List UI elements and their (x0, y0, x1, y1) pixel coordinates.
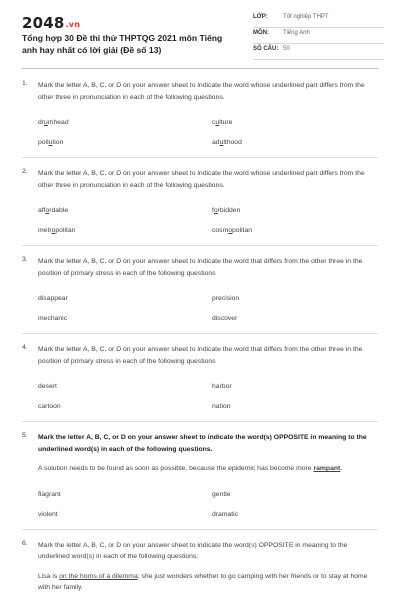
question-text: Mark the letter A, B, C, or D on your answer sheet to indicate the word whose underlined part differs from the other three in pronunciation in each of the following questions. (38, 170, 365, 189)
answer-option[interactable] (38, 383, 212, 390)
option-text: precision (212, 295, 240, 302)
question-number: 2. (22, 168, 28, 175)
answer-option[interactable] (38, 295, 212, 302)
answer-options (38, 491, 378, 518)
answer-option[interactable] (38, 207, 212, 214)
meta-value: Tiếng Anh (283, 30, 310, 36)
answer-options (38, 119, 378, 146)
question-number: 5. (22, 432, 28, 439)
option-text: lthood (223, 139, 242, 146)
option-text: politan (232, 227, 253, 234)
answer-option[interactable] (212, 119, 382, 126)
option-text: violent (38, 510, 58, 518)
option-text: dr (38, 119, 45, 126)
logo-suffix: .vn (65, 20, 81, 29)
question-divider (22, 245, 378, 246)
option-text: poll (38, 139, 49, 146)
answer-option[interactable] (212, 383, 382, 390)
option-text: aff (38, 207, 46, 214)
option-text: gentle (212, 490, 231, 498)
question-divider (22, 333, 378, 334)
option-text: f (212, 207, 214, 214)
question-number: 6. (22, 539, 28, 547)
answer-option[interactable] (212, 511, 382, 518)
answer-option[interactable] (212, 403, 382, 410)
answer-option[interactable] (38, 119, 212, 126)
answer-option[interactable] (212, 315, 382, 322)
answer-options (38, 295, 378, 322)
question-text: Mark the letter A, B, C, or D on your answer sheet to indicate the word(s) OPPOSITE in meaning to the underlined word(s) in each of the following questions. (38, 434, 367, 453)
answer-option[interactable] (38, 511, 212, 518)
question-divider (22, 529, 378, 530)
option-text: harbor (212, 383, 232, 390)
answer-option[interactable] (212, 295, 382, 302)
passage-underlined-phrase: on the horns of a dilemma (59, 572, 138, 580)
meta-key: MÔN: (253, 30, 269, 36)
option-text: c (212, 119, 216, 126)
question-block (22, 168, 378, 234)
meta-key: LỚP: (253, 14, 268, 20)
answer-option[interactable] (38, 403, 212, 410)
question-passage (38, 571, 378, 594)
question-divider (22, 421, 378, 422)
answer-option[interactable] (38, 315, 212, 322)
meta-value: 50 (283, 46, 290, 52)
option-underlined-letter: o (213, 207, 218, 214)
option-underlined-letter: o (228, 227, 233, 234)
option-text: flagrant (38, 490, 61, 498)
option-text: rdable (49, 207, 69, 214)
question-block (22, 344, 378, 410)
passage-text: . (340, 465, 343, 472)
question-block (22, 540, 378, 594)
option-underlined-letter: u (48, 139, 53, 146)
option-text: metr (38, 227, 52, 234)
question-text: Mark the letter A, B, C, or D on your answer sheet to indicate the word whose underlined part differs from the other three in pronunciation in each of the following questions. (38, 82, 365, 101)
option-underlined-letter: u (44, 119, 48, 126)
option-text: mechanic (38, 315, 68, 322)
option-underlined-letter: u (219, 139, 224, 146)
answer-option[interactable] (212, 207, 382, 214)
question-number: 1. (22, 80, 28, 87)
passage-underlined-phrase: rampant (313, 465, 341, 472)
option-text: rbidden (217, 207, 241, 214)
question-block (22, 80, 378, 146)
option-text: desert (38, 383, 57, 390)
answer-options (38, 383, 378, 410)
question-list (22, 80, 378, 594)
meta-row-count (253, 46, 383, 60)
option-text: dramatic (212, 510, 239, 518)
answer-option[interactable] (212, 227, 382, 234)
meta-value: Tốt nghiệp THPT (283, 14, 329, 20)
meta-key: SỐ CÂU: (253, 46, 279, 52)
question-text: Mark the letter A, B, C, or D on your answer sheet to indicate the word that differs from the other three in the position of primary stress in each of the following questions (38, 258, 363, 277)
answer-option[interactable] (38, 227, 212, 234)
question-text: Mark the letter A, B, C, or D on your answer sheet to indicate the word that differs from the other three in the position of primary stress in each of the following questions (38, 346, 363, 365)
document-meta (253, 14, 383, 62)
site-logo[interactable] (22, 14, 80, 32)
document-title: Tổng hợp 30 Đề thi thử THPTQG 2021 môn Tiếng anh hay nhất có lời giải (Đề số 13) (22, 33, 223, 55)
answer-options (38, 207, 378, 234)
option-text: cosm (212, 227, 229, 234)
logo-text: 2048 (22, 14, 65, 32)
question-number: 3. (22, 256, 28, 263)
answer-option[interactable] (38, 491, 212, 498)
question-block (22, 256, 378, 322)
passage-text: : she just wonders whether to go camping with her friends or to stay at home with her family. (38, 572, 368, 591)
option-text: tion (52, 139, 64, 146)
page-header (0, 0, 400, 64)
option-text: discover (212, 315, 238, 322)
question-divider (22, 157, 378, 158)
header-divider (22, 68, 378, 69)
question-passage (38, 463, 378, 475)
meta-row-class (253, 14, 383, 28)
answer-option[interactable] (38, 139, 212, 146)
question-block (22, 432, 378, 518)
answer-option[interactable] (212, 491, 382, 498)
option-underlined-letter: u (215, 119, 220, 126)
option-text: cartoon (38, 403, 61, 410)
option-text: politan (55, 227, 76, 234)
option-text: disappear (38, 295, 68, 302)
option-text: mhead (47, 119, 69, 126)
question-number: 4. (22, 344, 28, 351)
option-text: ad (212, 139, 220, 146)
meta-row-subject (253, 30, 383, 44)
option-text: lture (219, 119, 233, 126)
option-underlined-letter: o (45, 207, 50, 214)
passage-text: A solution needs to be found as soon as possible, because the epidemic has become more (38, 465, 314, 472)
passage-text: Lisa is (38, 572, 60, 580)
answer-option[interactable] (212, 139, 382, 146)
option-text: nation (212, 403, 231, 410)
question-text: Mark the letter A, B, C, or D on your answer sheet to indicate the word(s) OPPOSITE in meaning to the underlined word(s) in each of the following questions: (38, 541, 348, 560)
option-underlined-letter: o (51, 227, 56, 234)
